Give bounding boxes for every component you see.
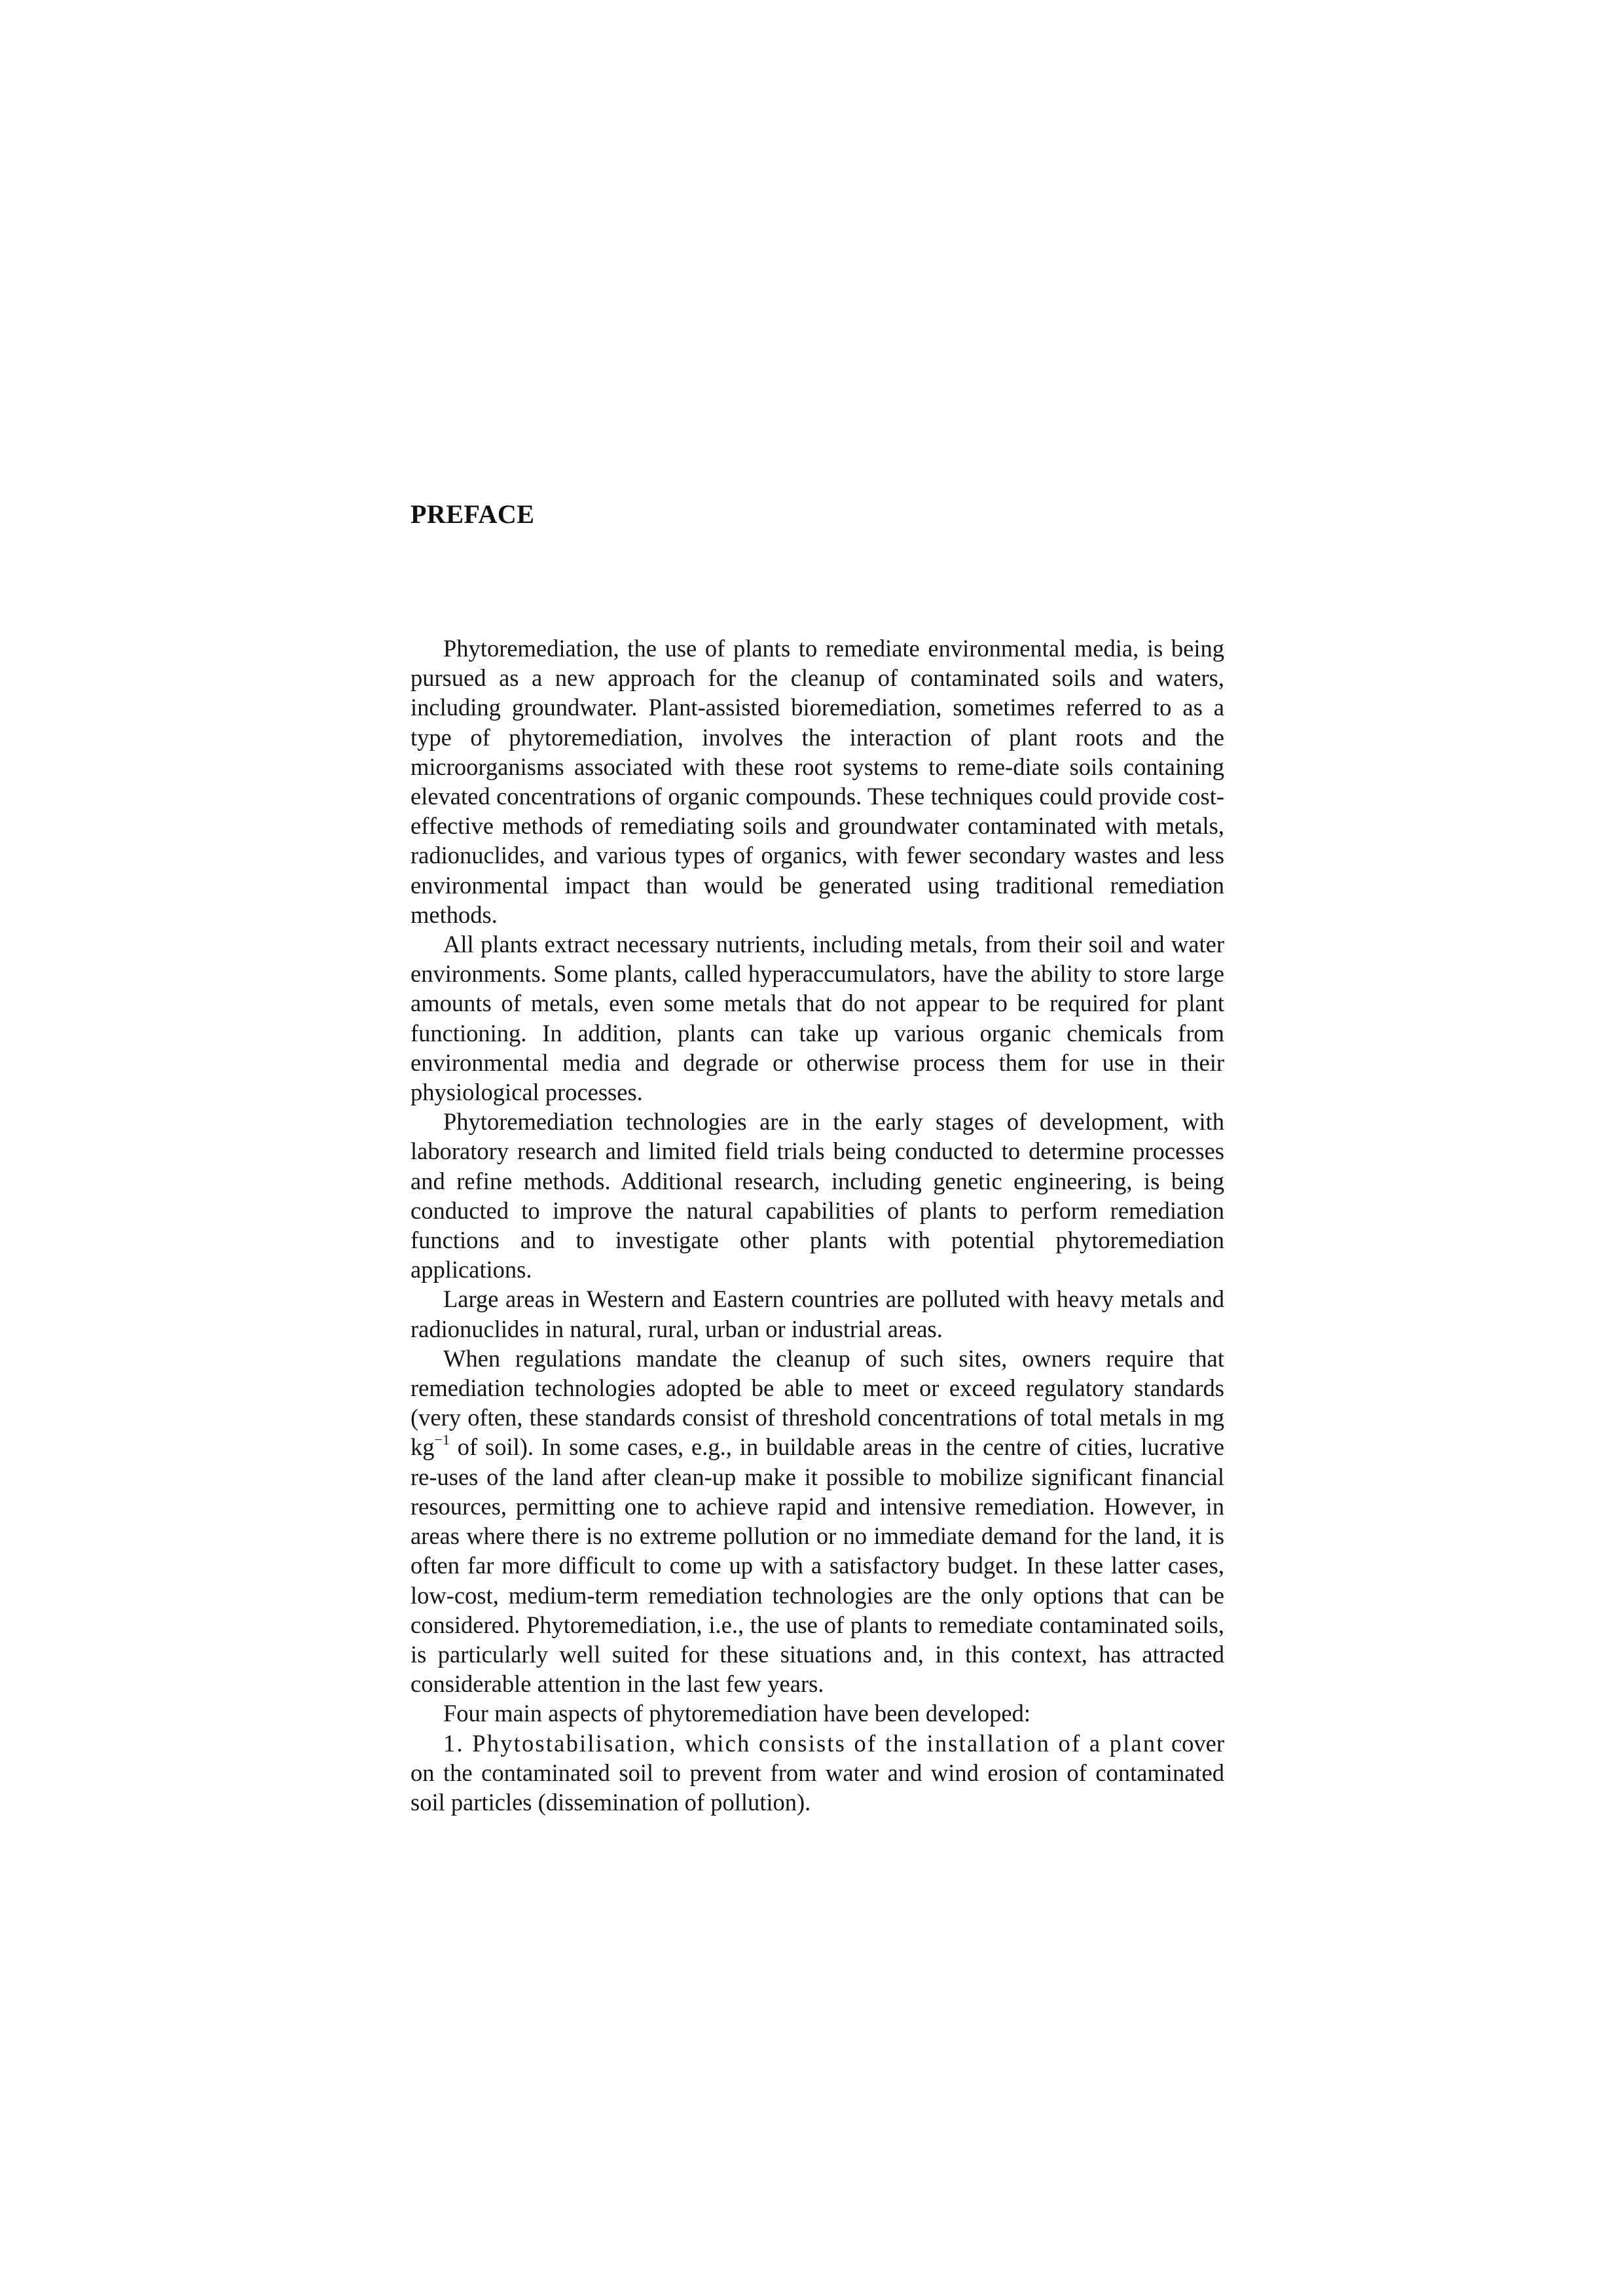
paragraph-2: All plants extract necessary nutrients, including metals, from their soil and water environments. Some plants, called hyperaccumulators, have the ability to store large amounts of metals, even some metals that do not appear to be required for plant functioning. In addition, plants can take up various organic chemicals from environmental media and degrade or otherwise process them for use in their physiological processes. — [410, 931, 1224, 1106]
paragraph-1: Phytoremediation, the use of plants to remediate environmental media, is being pursued as a new approach for the cleanup of contaminated soils and waters, including groundwater. Plant-assisted bioremediation, sometimes referred to as a type of phytoremediation, involves the interaction of plant roots and the microorganisms associated with these root systems to reme-diate soils containing elevated concentrations of organic compounds. These techniques could provide cost-effective methods of remediating soils and groundwater contaminated with metals, radionuclides, and various types of organics, with fewer secondary wastes and less environmental impact than would be generated using traditional remediation methods. — [410, 635, 1224, 928]
paragraph-7-rest: cover on the contaminated soil to prevent from water and wind erosion of contaminated soil particles (dissemination of pollution). — [410, 1729, 1224, 1816]
paragraph-3: Phytoremediation technologies are in the early stages of development, with laboratory research and limited field trials being conducted to determine processes and refine methods. Additional research, including genetic engineering, is being conducted to improve the natural capabilities of plants to perform remediation functions and to investigate other plants with potential phytoremediation applications. — [410, 1108, 1224, 1283]
paragraph-4: Large areas in Western and Eastern countries are polluted with heavy metals and radionuclides in natural, rural, urban or industrial areas. — [410, 1285, 1224, 1342]
paragraph-5 — [410, 1344, 1224, 1698]
paragraph-6: Four main aspects of phytoremediation have been developed: — [443, 1700, 1031, 1727]
preface-body — [410, 634, 1224, 1817]
page-title: PREFACE — [410, 499, 535, 529]
paragraph-7 — [410, 1729, 1224, 1818]
paragraph-7-lead: 1. Phytostabilisation, which consists of the installation of a plant — [443, 1729, 1165, 1757]
paragraph-5-text-b: of soil). In some cases, e.g., in buildable areas in the centre of cities, lucrative re-uses of the land after clean-up make it possible to mobilize significant financial resources, permitting one to achieve rapid and intensive remediation. However, in areas where there is no extreme pollution or no immediate demand for the land, it is often far more difficult to come up with a satisfactory budget. In these latter cases, low-cost, medium-term remediation technologies are the only options that can be considered. Phytoremediation, i.e., the use of plants to remediate contaminated soils, is particularly well suited for these situations and, in this context, has attracted considerable attention in the last few years. — [410, 1433, 1224, 1698]
paragraph-5-text-a: When regulations mandate the cleanup of such sites, owners require that remediation technologies adopted be able to meet or exceed regulatory standards (very often, these standards consist of threshold concentrations of total metals in mg kg — [410, 1344, 1224, 1461]
unit-superscript: −1 — [434, 1431, 450, 1448]
